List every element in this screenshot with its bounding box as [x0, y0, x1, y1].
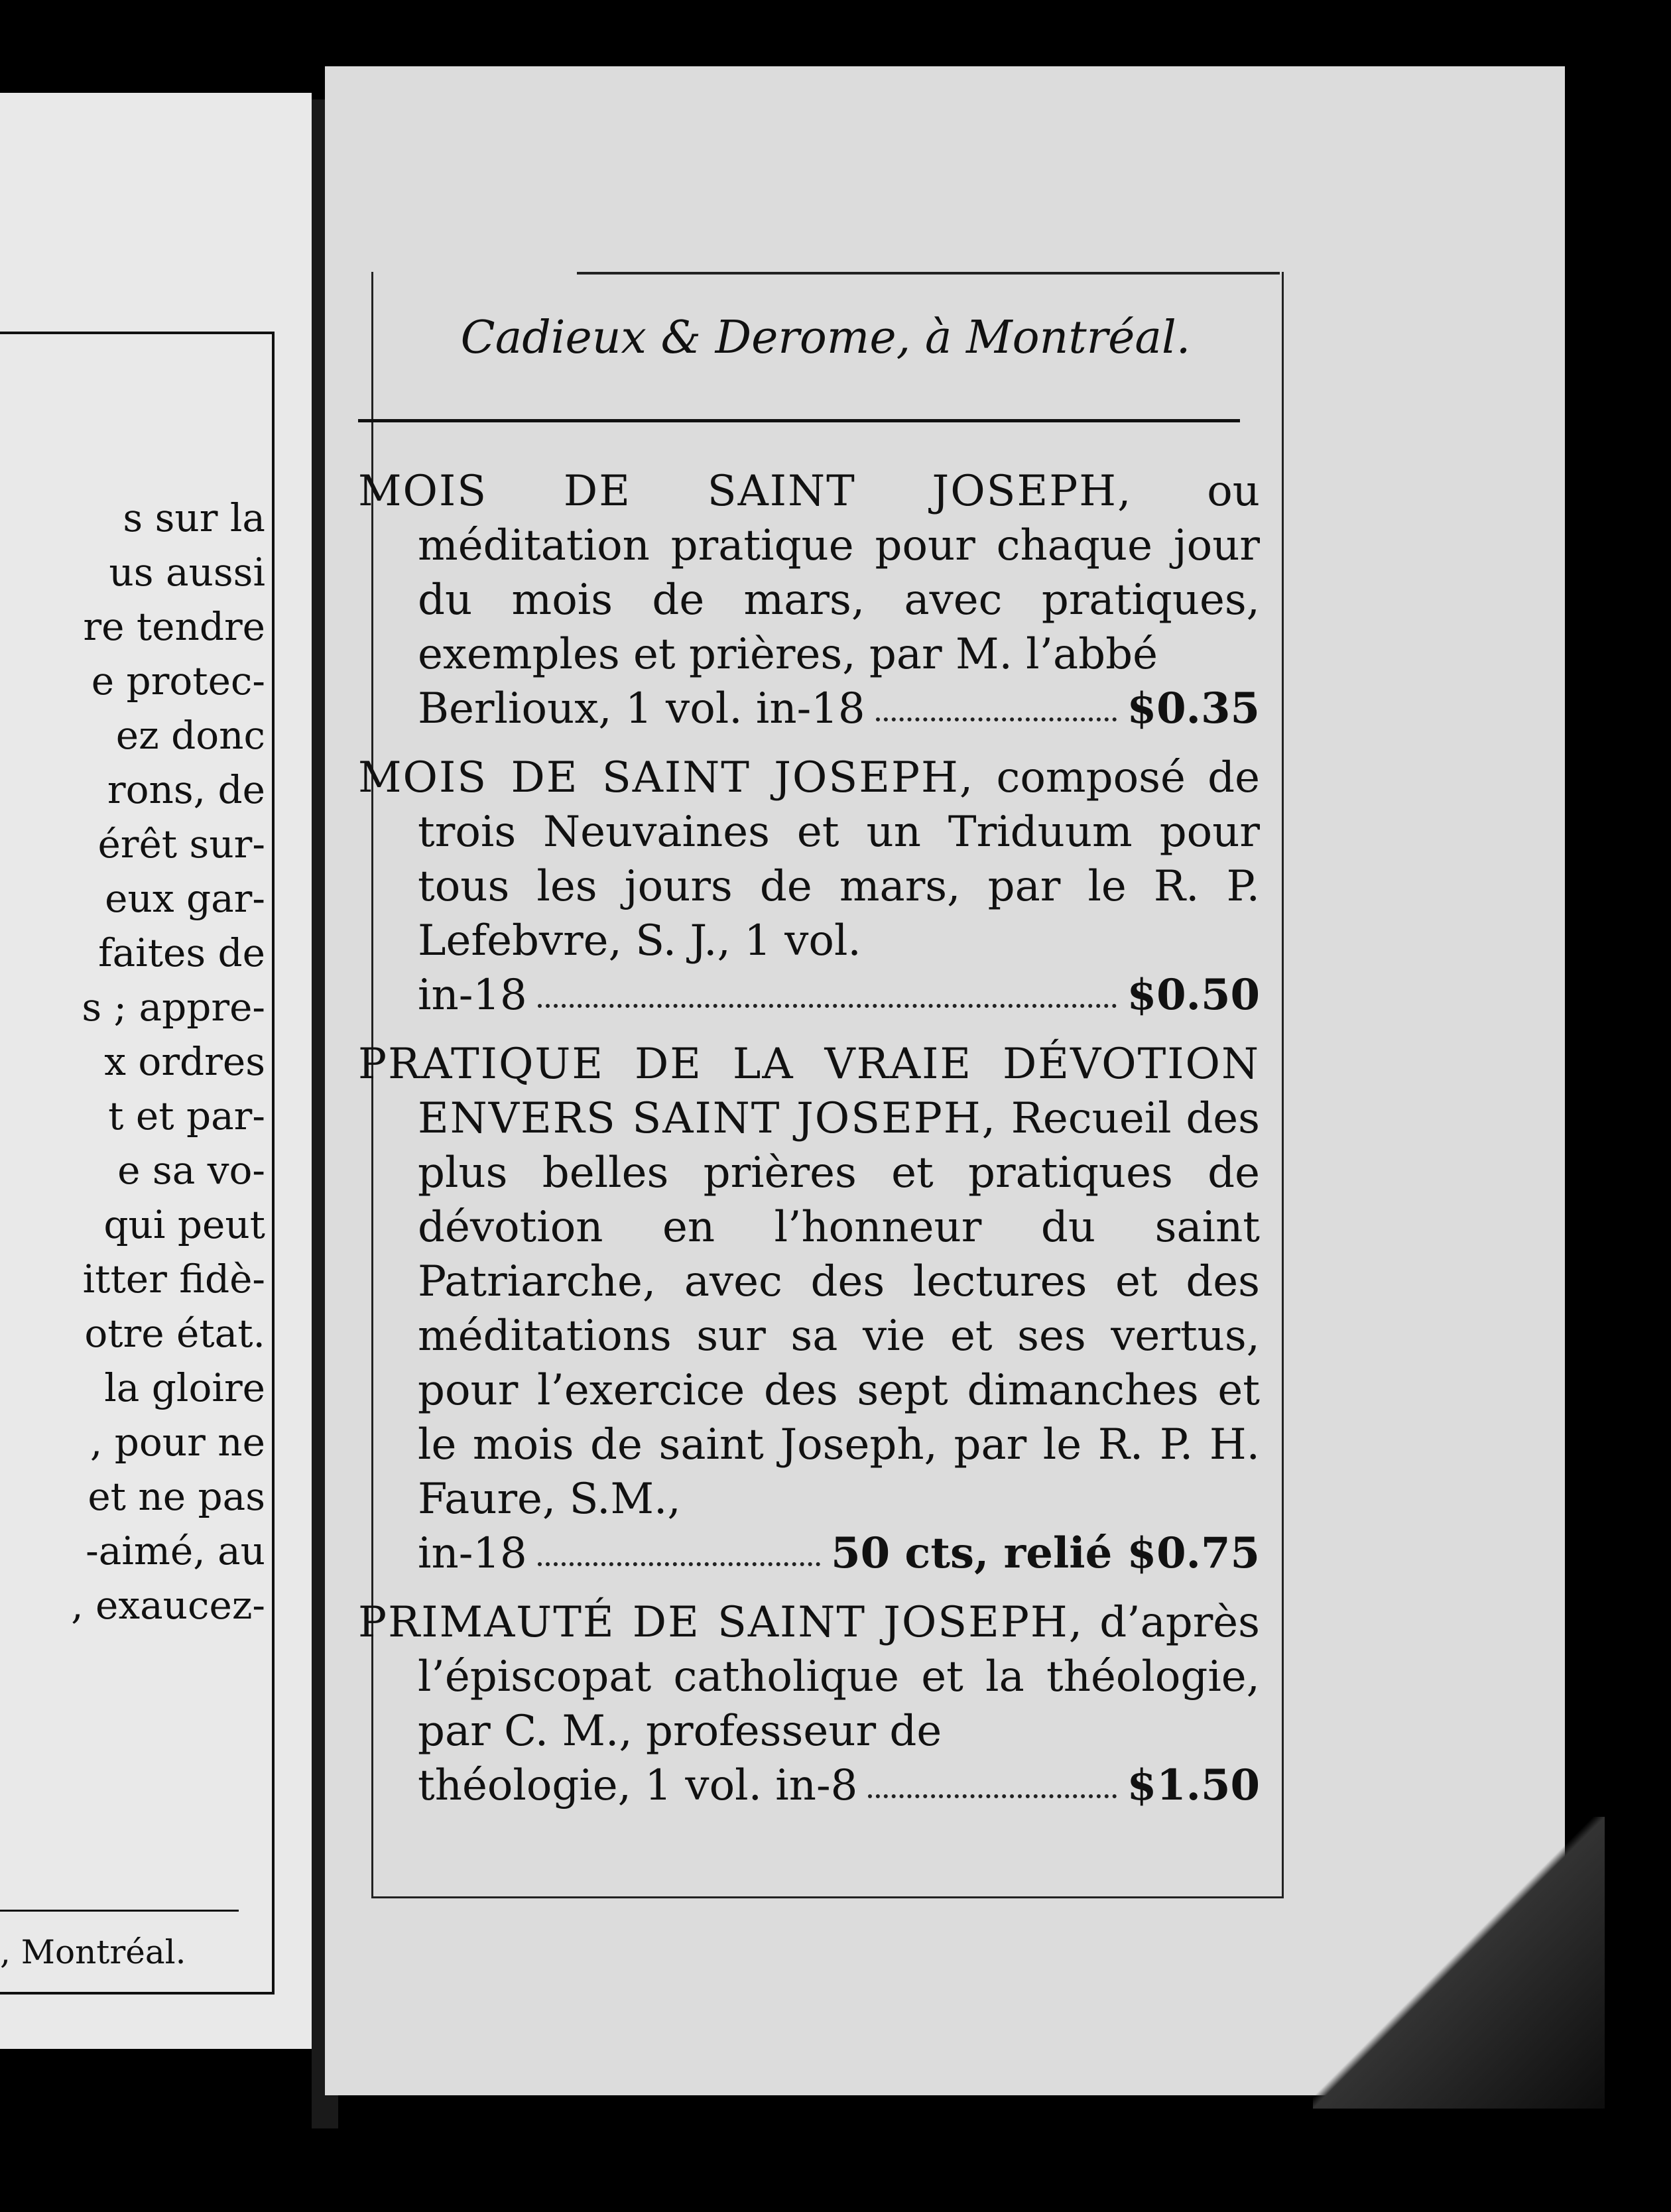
price-line [418, 682, 1260, 736]
price: $1.50 [1127, 1760, 1260, 1810]
price-prefix: in-18 [418, 1529, 527, 1578]
left-footer-rule [0, 1910, 239, 1912]
left-line: s sur la [123, 495, 265, 540]
left-line: érêt sur- [97, 822, 265, 867]
left-footer: , Montréal. [0, 1933, 186, 1971]
left-line: e protec- [91, 658, 265, 704]
book-description: ou méditation pratique pour chaque jour du mois de mars, avec pratiques, exemples et prières, par M. l’abbé [418, 467, 1261, 679]
price-prefix: Berlioux, 1 vol. in-18 [418, 684, 865, 733]
book-title: PRATIQUE DE LA VRAIE DÉVOTION ENVERS SAINT JOSEPH, [358, 1040, 1260, 1143]
left-line: la gloire [104, 1365, 265, 1410]
book-title: MOIS DE SAINT JOSEPH, [358, 753, 975, 802]
book-title: MOIS DE SAINT JOSEPH, [358, 467, 1133, 516]
left-line: us aussi [109, 550, 265, 595]
left-line: e sa vo- [117, 1148, 265, 1193]
dot-leader [538, 1526, 820, 1566]
book-entry [358, 464, 1260, 736]
price-prefix: in-18 [418, 971, 527, 1020]
left-line: , exaucez- [71, 1583, 265, 1628]
left-line: eux gar- [105, 876, 265, 921]
left-line: itter fidè- [82, 1257, 265, 1302]
left-line: otre état. [84, 1311, 265, 1356]
left-page-text [0, 491, 265, 1632]
book-entry [358, 1037, 1260, 1581]
price-line [418, 1758, 1260, 1813]
book-description: composé de trois Neuvaines et un Triduum pour tous les jours de mars, par le R. P. Lefebvre, S. J., 1 vol. [418, 753, 1261, 965]
left-line: rons, de [107, 767, 265, 812]
book-listings [358, 464, 1260, 1827]
left-line: s ; appre- [82, 985, 265, 1030]
dot-leader [876, 682, 1117, 721]
price-prefix: théologie, 1 vol. in-8 [418, 1761, 858, 1810]
left-line: qui peut [103, 1202, 265, 1247]
book-description: d’après l’épiscopat catholique et la théologie, par C. M., professeur de [418, 1598, 1261, 1756]
left-page [0, 93, 312, 2049]
price-line [418, 968, 1260, 1022]
left-line: faites de [98, 930, 265, 975]
book-description: Recueil des plus belles prières et pratiques de dévotion en l’honneur du saint Patriarche, avec des lectures et des méditations sur sa vie et ses vertus, pour l’exercice des sept dimanches et le mois de saint Joseph, par le R. P. H. Faure, S.M., [418, 1094, 1260, 1524]
left-line: -aimé, au [86, 1528, 265, 1573]
left-line: ez donc [115, 713, 265, 758]
dot-leader [868, 1758, 1116, 1798]
top-rule [577, 272, 1280, 275]
left-line: re tendre [83, 604, 265, 649]
price: $0.50 [1127, 970, 1260, 1020]
price-line [418, 1526, 1260, 1581]
left-line: , pour ne [90, 1420, 265, 1465]
book-title: PRIMAUTÉ DE SAINT JOSEPH, [358, 1598, 1084, 1647]
publisher-header: Cadieux & Derome, à Montréal. [460, 312, 1191, 364]
page-corner-shadow [1313, 1817, 1605, 2109]
book-entry [358, 1595, 1260, 1813]
dot-leader [538, 968, 1117, 1008]
header-rule [358, 419, 1240, 422]
book-entry [358, 751, 1260, 1022]
left-line: t et par- [108, 1093, 265, 1138]
left-line: et ne pas [88, 1474, 265, 1519]
price: $0.35 [1127, 684, 1260, 733]
price: 50 cts, relié $0.75 [831, 1528, 1260, 1578]
left-line: x ordres [104, 1039, 265, 1084]
